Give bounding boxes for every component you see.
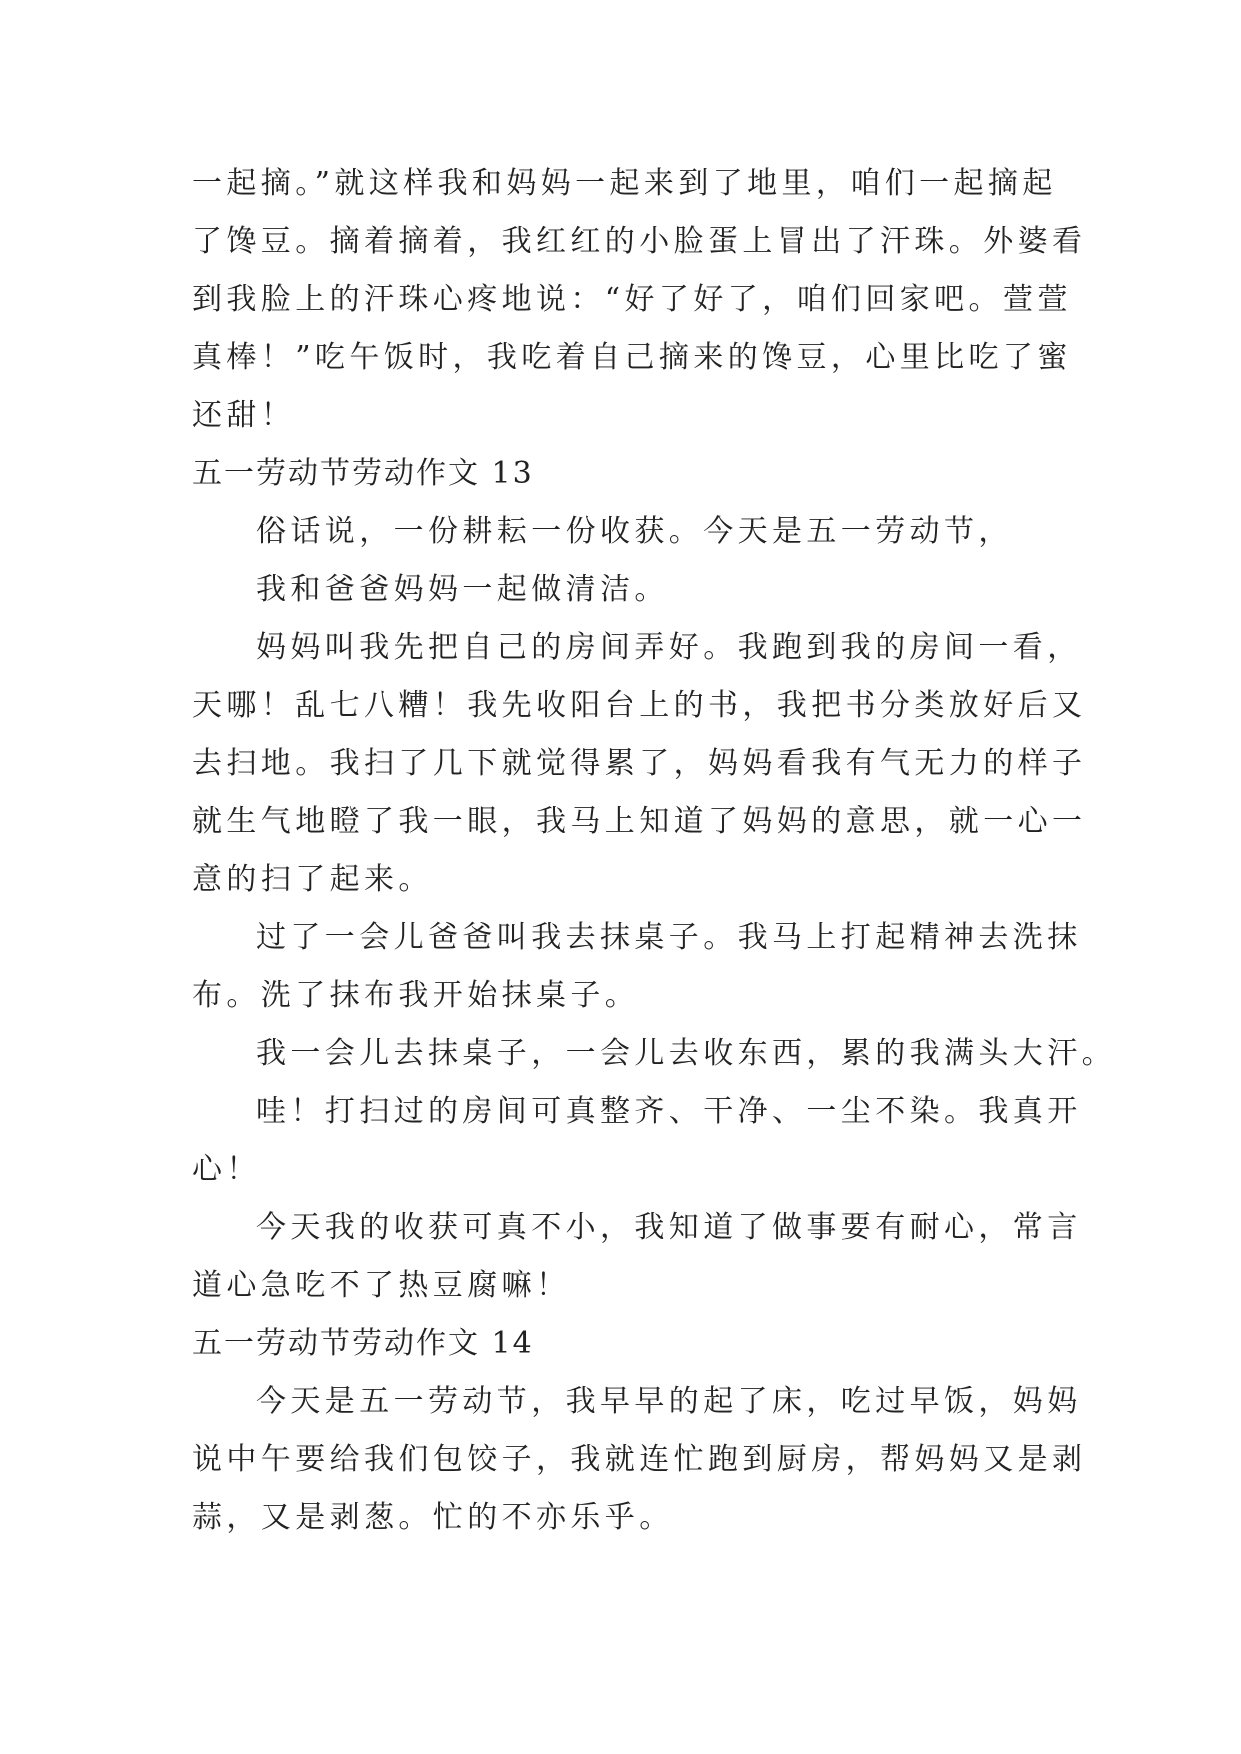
document-body [192,155,1116,1547]
paragraph-line: 俗话说，一份耕耘一份收获。今天是五一劳动节， [256,514,1013,549]
paragraph-line: 哇！打扫过的房间可真整齐、干净、一尘不染。我真开 [256,1094,1082,1129]
paragraph-line: 今天是五一劳动节，我早早的起了床，吃过早饭，妈妈 [256,1384,1082,1419]
paragraph-line: 道心急吃不了热豆腐嘛！ [192,1268,571,1303]
paragraph-line: 我一会儿去抹桌子，一会儿去收东西，累的我满头大汗。 [256,1036,1116,1071]
paragraph-line: 天哪！乱七八糟！我先收阳台上的书，我把书分类放好后又 [192,688,1087,723]
paragraph-line: 一起摘。”就这样我和妈妈一起来到了地里，咱们一起摘起 [192,166,1057,201]
paragraph-line: 蒜，又是剥葱。忙的不亦乐乎。 [192,1500,674,1535]
paragraph-line: 布。洗了抹布我开始抹桌子。 [192,978,640,1013]
paragraph-line: 到我脸上的汗珠心疼地说：“好了好了，咱们回家吧。萱萱 [192,282,1072,317]
paragraph-line: 就生气地瞪了我一眼，我马上知道了妈妈的意思，就一心一 [192,804,1087,839]
paragraph-line: 过了一会儿爸爸叫我去抹桌子。我马上打起精神去洗抹 [256,920,1082,955]
paragraph-line: 今天我的收获可真不小，我知道了做事要有耐心，常言 [256,1210,1082,1245]
paragraph-line: 心！ [192,1152,261,1187]
section-heading: 五一劳动节劳动作文 14 [192,1326,534,1361]
paragraph-line: 了馋豆。摘着摘着，我红红的小脸蛋上冒出了汗珠。外婆看 [192,224,1087,259]
paragraph-line: 意的扫了起来。 [192,862,433,897]
paragraph-line: 真棒！”吃午饭时，我吃着自己摘来的馋豆，心里比吃了蜜 [192,340,1072,375]
paragraph-line: 妈妈叫我先把自己的房间弄好。我跑到我的房间一看， [256,630,1082,665]
paragraph-line: 还甜！ [192,398,296,433]
paragraph-line: 去扫地。我扫了几下就觉得累了，妈妈看我有气无力的样子 [192,746,1087,781]
paragraph-line: 说中午要给我们包饺子，我就连忙跑到厨房，帮妈妈又是剥 [192,1442,1087,1477]
section-heading: 五一劳动节劳动作文 13 [192,456,534,491]
paragraph-line: 我和爸爸妈妈一起做清洁。 [256,572,669,607]
